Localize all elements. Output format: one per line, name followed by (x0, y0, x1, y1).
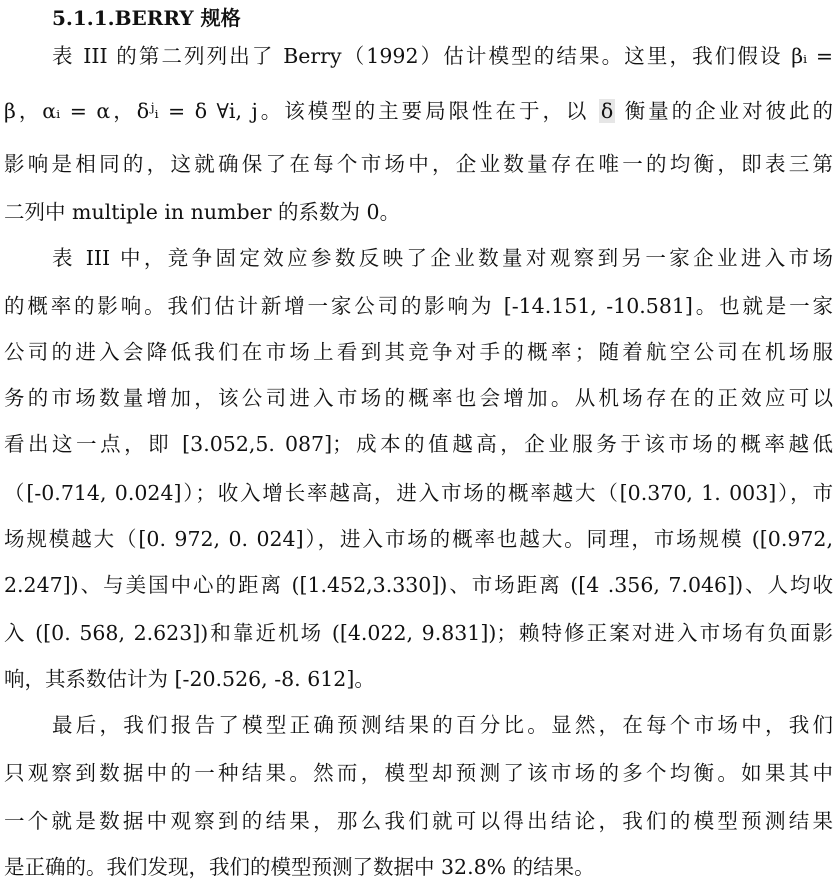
paragraph-2-line-4: 务的市场数量增加，该公司进入市场的概率也会增加。从机场存在的正效应可以 (4, 386, 833, 410)
paragraph-2-line-2: 的概率的影响。我们估计新增一家公司的影响为 [-14.151, -10.581]。也就是一家 (4, 294, 833, 318)
paragraph-3-line-3: 一个就是数据中观察到的结果，那么我们就可以得出结论，我们的模型预测结果 (4, 809, 833, 833)
paragraph-1-line-2-tail: 衡量的企业对彼此的 (624, 99, 833, 123)
paragraph-2-line-7: 场规模越大（[0. 972, 0. 024]），进入市场的概率也越大。同理，市场规模 ([0.972, (4, 527, 833, 551)
paragraph-1-line-4: 二列中 multiple in number 的系数为 0。 (4, 200, 401, 224)
paragraph-3-line-2: 只观察到数据中的一种结果。然而，模型却预测了该市场的多个均衡。如果其中 (4, 761, 833, 785)
paragraph-2-line-8: 2.247])、与美国中心的距离 ([1.452,3.330])、市场距离 ([4 .356, 7.046])、人均收 (4, 573, 833, 597)
highlighted-delta-symbol: δ (600, 99, 614, 123)
paragraph-1-line-2-text: β，αᵢ = α，δʲᵢ = δ ∀i, j。该模型的主要局限性在于，以 (4, 99, 590, 123)
section-heading: 5.1.1.BERRY 规格 (52, 6, 241, 30)
paragraph-1-line-1: 表 III 的第二列列出了 Berry（1992）估计模型的结果。这里，我们假设 βᵢ = (52, 44, 833, 68)
paragraph-3-line-1: 最后，我们报告了模型正确预测结果的百分比。显然，在每个市场中，我们 (52, 713, 833, 737)
paragraph-3-line-4: 是正确的。我们发现，我们的模型预测了数据中 32.8% 的结果。 (4, 855, 595, 879)
paragraph-2-line-9: 入 ([0. 568, 2.623])和靠近机场 ([4.022, 9.831])；赖特修正案对进入市场有负面影 (4, 621, 833, 645)
paragraph-1-line-3: 影响是相同的，这就确保了在每个市场中，企业数量存在唯一的均衡，即表三第 (4, 152, 833, 176)
paragraph-2-line-5: 看出这一点，即 [3.052,5. 087]；成本的值越高，企业服务于该市场的概率越低 (4, 432, 833, 456)
paragraph-2-line-6: （[-0.714, 0.024]）；收入增长率越高，进入市场的概率越大（[0.370, 1. 003]），市 (4, 481, 833, 505)
paragraph-1-line-2 (4, 95, 833, 127)
paragraph-2-line-10: 响，其系数估计为 [-20.526, -8. 612]。 (4, 667, 375, 691)
paragraph-2-line-3: 公司的进入会降低我们在市场上看到其竞争对手的概率；随着航空公司在机场服 (4, 340, 833, 364)
paragraph-2-line-1: 表 III 中，竞争固定效应参数反映了企业数量对观察到另一家企业进入市场 (52, 246, 833, 270)
